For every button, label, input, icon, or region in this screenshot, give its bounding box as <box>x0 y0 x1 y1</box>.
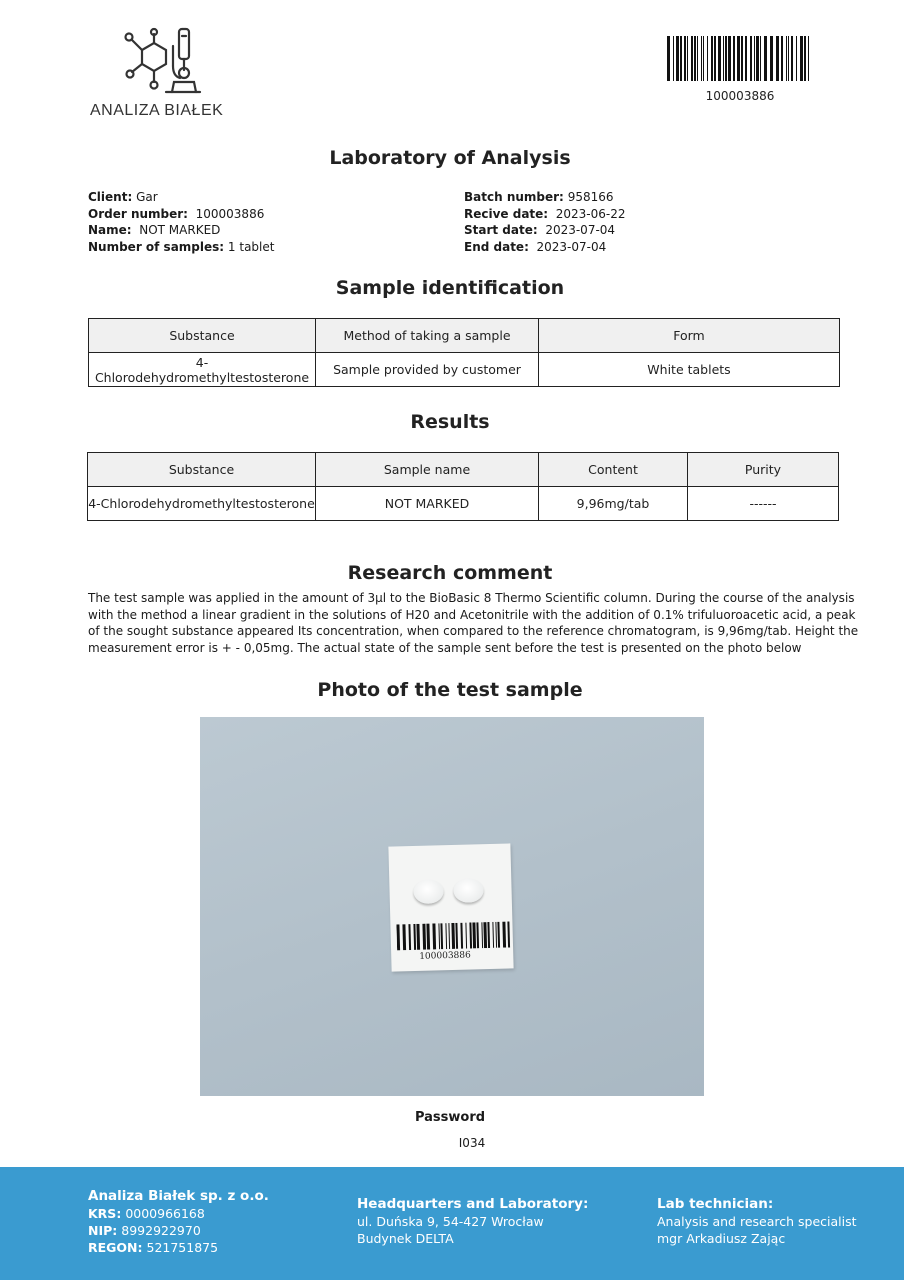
footer-headquarters <box>357 1196 588 1247</box>
end-label: End date: <box>464 239 529 254</box>
barcode-bar <box>492 922 494 948</box>
barcode-bar <box>487 922 490 948</box>
barcode-bar <box>465 923 467 949</box>
results-heading: Results <box>410 411 490 433</box>
table-cell: 4-Chlorodehydromethyltestosterone <box>89 353 316 387</box>
barcode-bar <box>687 36 688 81</box>
barcode-bar <box>673 36 674 81</box>
barcode-graphic <box>667 36 813 81</box>
footer-technician <box>657 1196 857 1247</box>
info-right <box>464 189 626 255</box>
barcode-bar <box>472 922 476 948</box>
column-header: Content <box>539 453 688 487</box>
table-cell: 9,96mg/tab <box>539 487 688 521</box>
barcode-bar <box>416 924 420 950</box>
barcode-bar <box>701 36 702 81</box>
barcode-bar <box>733 36 735 81</box>
batch-row <box>464 189 626 206</box>
barcode-bar <box>745 36 747 81</box>
tech-title: Analysis and research specialist <box>657 1214 857 1229</box>
barcode-bar <box>440 923 443 949</box>
barcode-bar <box>455 923 458 949</box>
nip-value: 8992922970 <box>121 1223 201 1238</box>
sample-identification-table <box>88 318 840 387</box>
barcode-bar <box>697 36 698 81</box>
samples-row <box>88 239 274 256</box>
name-label: Name: <box>88 223 132 237</box>
tablet-image <box>413 879 444 904</box>
krs-row <box>88 1205 269 1222</box>
barcode-bar <box>750 36 752 81</box>
barcode-bar <box>728 36 731 81</box>
barcode-bar <box>725 36 727 81</box>
table-cell: 4-Chlorodehydromethyltestosterone <box>88 487 316 521</box>
barcode-bar <box>788 36 789 81</box>
research-comment-heading: Research comment <box>347 562 553 584</box>
barcode-bar <box>718 36 721 81</box>
barcode-bar <box>804 36 806 81</box>
nip-row <box>88 1222 269 1239</box>
start-row <box>464 222 626 239</box>
barcode-bar <box>460 923 463 949</box>
tech-heading: Lab technician: <box>657 1196 774 1212</box>
tablet-image <box>453 878 484 903</box>
barcode-bar <box>445 923 447 949</box>
password-label: Password <box>414 1110 486 1125</box>
barcode-bar <box>402 924 406 950</box>
table-cell: White tablets <box>539 353 840 387</box>
hq-heading: Headquarters and Laboratory: <box>357 1196 589 1212</box>
barcode-bar <box>714 36 716 81</box>
barcode-bar <box>711 36 713 81</box>
barcode-bar <box>764 36 767 81</box>
end-row <box>464 239 626 256</box>
barcode-bar <box>396 924 400 950</box>
regon-value: 521751875 <box>146 1240 219 1255</box>
barcode-bar <box>703 36 704 81</box>
password-value: I034 <box>458 1136 486 1150</box>
samples-value: 1 tablet <box>227 239 275 254</box>
barcode-bar <box>684 36 686 81</box>
barcode-bar <box>796 36 797 81</box>
barcode-bar <box>483 922 487 948</box>
end-value: 2023-07-04 <box>536 239 607 254</box>
barcode-bar <box>413 924 416 950</box>
order-label: Order number: <box>88 206 188 221</box>
client-row <box>88 189 274 206</box>
barcode-number: 100003886 <box>705 89 775 103</box>
photo-barcode-graphic <box>396 921 511 950</box>
barcode-bar <box>800 36 803 81</box>
krs-label: KRS: <box>88 1206 122 1221</box>
table-cell: ------ <box>688 487 839 521</box>
column-header: Method of taking a sample <box>316 319 539 353</box>
name-row <box>88 222 274 239</box>
sample-photo <box>200 717 704 1096</box>
table-row <box>89 353 840 387</box>
barcode-bar <box>432 923 436 949</box>
barcode-bar <box>737 36 740 81</box>
barcode-bar <box>760 36 761 81</box>
barcode-bar <box>426 924 430 950</box>
barcode-bar <box>754 36 755 81</box>
barcode-bar <box>694 36 696 81</box>
barcode-bar <box>723 36 724 81</box>
research-comment-text: The test sample was applied in the amount of 3µl to the BioBasic 8 Thermo Scientific column. During the course of the analysis with the method a linear gradient in the solutions of H20 and Acetonitrile with the addition of 0.1% trifuluoroacetic acid, a peak of the sought substance appeared Its concentration, when compared to the reference chromatogram, is 9,96mg/tab. Height the measurement error is + - 0,05mg. The actual state of the sample sent before the test is presented on the photo below <box>88 591 859 656</box>
barcode-bar <box>422 924 426 950</box>
barcode-bar <box>707 36 708 81</box>
barcode-bar <box>507 921 510 947</box>
samples-label: Number of samples: <box>88 239 225 254</box>
brand-logo-text: ANALIZA BIAŁEK <box>90 102 224 119</box>
batch-label: Batch number: <box>464 190 564 204</box>
regon-label: REGON: <box>88 1240 143 1255</box>
name-value: NOT MARKED <box>139 223 221 237</box>
order-row <box>88 206 274 223</box>
footer-company <box>88 1188 269 1256</box>
barcode-bar <box>497 922 500 948</box>
receive-value: 2023-06-22 <box>555 206 626 221</box>
barcode-bar <box>495 922 497 948</box>
results-table <box>87 452 839 521</box>
barcode-bar <box>791 36 793 81</box>
regon-row <box>88 1239 269 1256</box>
krs-value: 0000966168 <box>125 1206 205 1221</box>
barcode-bar <box>438 923 440 949</box>
barcode-bar <box>469 922 472 948</box>
table-cell: Sample provided by customer <box>316 353 539 387</box>
start-value: 2023-07-04 <box>545 223 616 237</box>
barcode-bar <box>408 924 411 950</box>
barcode-bar <box>448 923 450 949</box>
hq-address: ul. Duńska 9, 54-427 Wrocław <box>357 1214 544 1229</box>
barcode-bar <box>756 36 759 81</box>
sample-identification-heading: Sample identification <box>335 277 565 299</box>
barcode-bar <box>770 36 773 81</box>
client-value: Gar <box>136 190 158 204</box>
table-cell: NOT MARKED <box>316 487 539 521</box>
batch-value: 958166 <box>567 190 614 204</box>
photo-heading: Photo of the test sample <box>317 679 583 701</box>
column-header: Form <box>539 319 840 353</box>
photo-barcode-number: 100003886 <box>419 950 471 962</box>
barcode-bar <box>476 922 479 948</box>
column-header: Sample name <box>316 453 539 487</box>
barcode-bar <box>680 36 682 81</box>
receive-row <box>464 206 626 223</box>
column-header: Purity <box>688 453 839 487</box>
barcode-bar <box>481 922 483 948</box>
sample-label-paper <box>388 843 513 971</box>
table-header-row <box>88 453 839 487</box>
start-label: Start date: <box>464 223 538 237</box>
barcode-bar <box>786 36 787 81</box>
barcode-bar <box>502 922 506 948</box>
hq-building: Budynek DELTA <box>357 1231 454 1246</box>
barcode-bar <box>781 36 783 81</box>
info-left <box>88 189 274 255</box>
footer <box>0 1167 904 1280</box>
company-name: Analiza Białek sp. z o.o. <box>88 1188 269 1204</box>
barcode-bar <box>776 36 779 81</box>
barcode-bar <box>676 36 679 81</box>
table-header-row <box>89 319 840 353</box>
barcode-bar <box>667 36 670 81</box>
receive-label: Recive date: <box>464 206 549 221</box>
order-value: 100003886 <box>195 206 265 221</box>
tech-name: mgr Arkadiusz Zając <box>657 1231 786 1246</box>
barcode-bar <box>451 923 455 949</box>
page-title: Laboratory of Analysis <box>329 147 571 169</box>
column-header: Substance <box>88 453 316 487</box>
barcode-bar <box>808 36 809 81</box>
table-row <box>88 487 839 521</box>
client-label: Client: <box>88 190 133 204</box>
nip-label: NIP: <box>88 1223 118 1238</box>
lab-logo-icon <box>118 26 204 96</box>
barcode-bar <box>741 36 743 81</box>
barcode-bar <box>691 36 693 81</box>
column-header: Substance <box>89 319 316 353</box>
